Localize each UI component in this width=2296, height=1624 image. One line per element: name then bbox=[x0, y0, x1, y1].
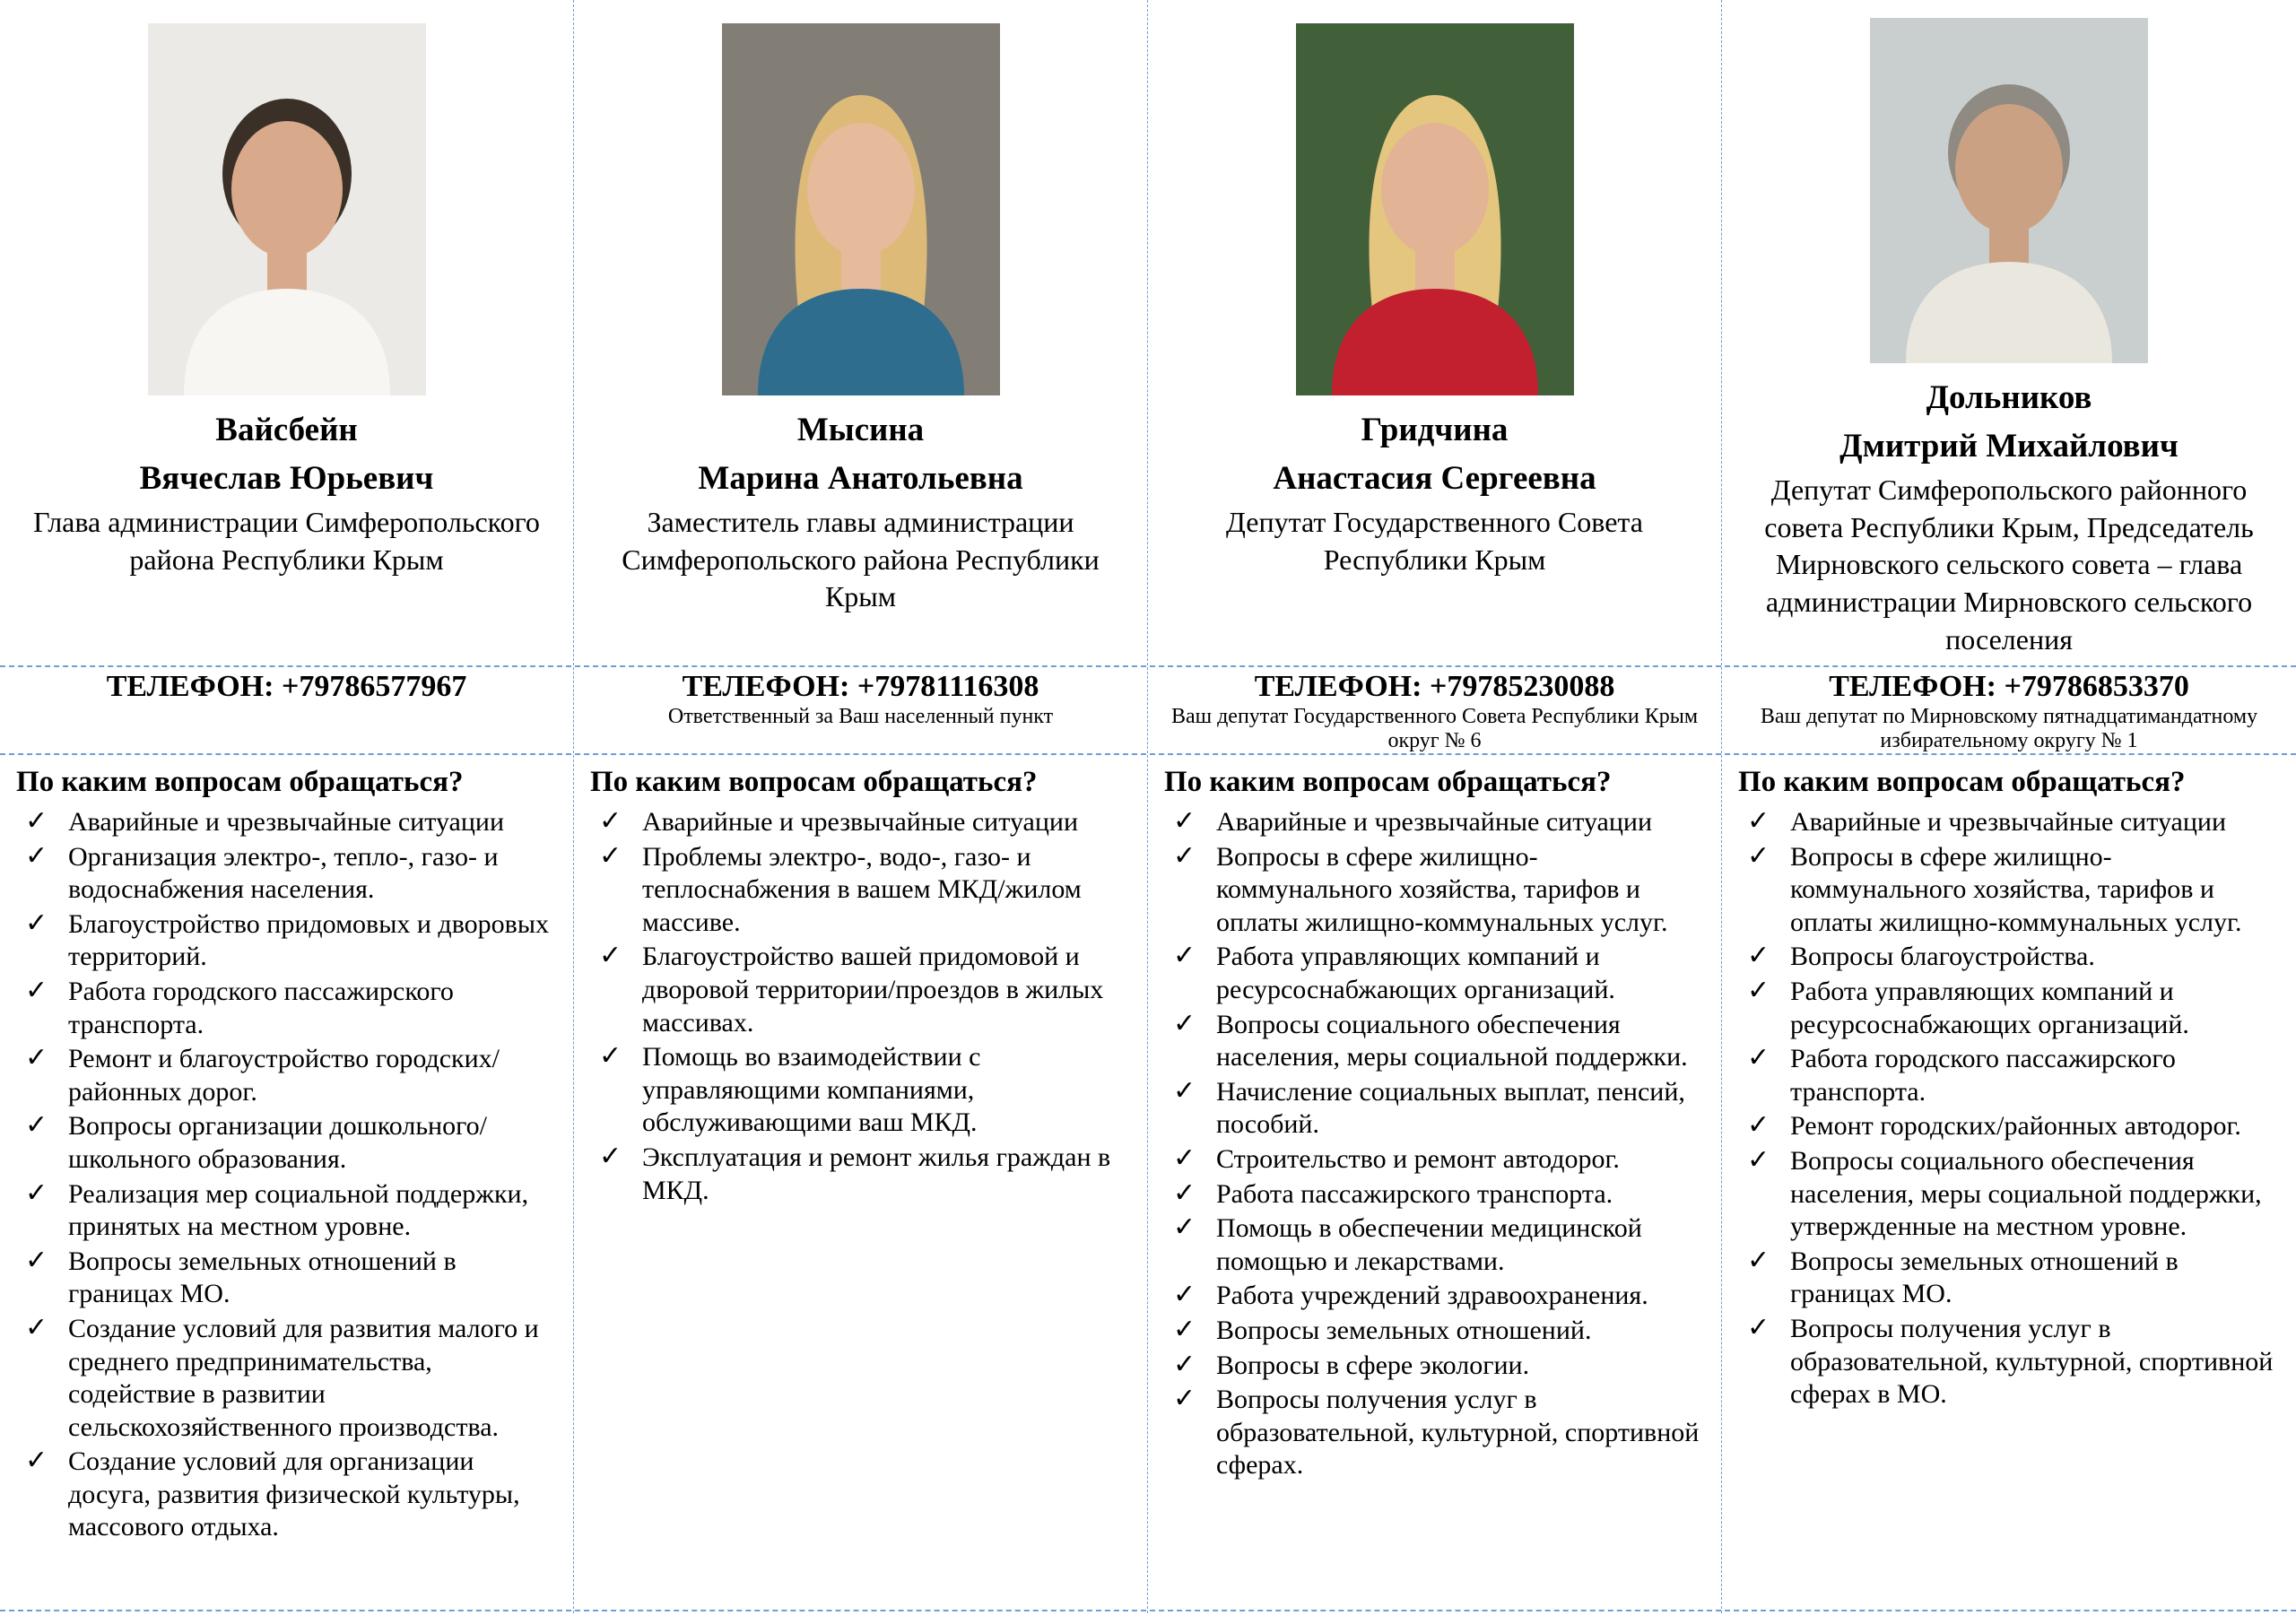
issue-text: Работа городского пассажирского транспорта. bbox=[68, 976, 454, 1039]
phone-number: ТЕЛЕФОН: +79786853370 bbox=[1829, 670, 2189, 703]
phone-note: Ваш депутат по Мирновскому пятнадцатимандатному избирательному округу № 1 bbox=[1760, 705, 2258, 752]
issue-item bbox=[1164, 806, 1705, 839]
checkmark-icon: ✓ bbox=[1173, 1007, 1196, 1039]
issue-item bbox=[1164, 941, 1705, 1006]
issue-text: Ремонт и благоустройство городских/районных дорог. bbox=[68, 1044, 500, 1107]
issue-text: Работа управляющих компаний и ресурсоснабжающих организаций. bbox=[1216, 942, 1615, 1004]
column-3-phone bbox=[1148, 667, 1722, 753]
issue-text: Вопросы получения услуг в образовательной, культурной, спортивной сферах в МО. bbox=[1790, 1313, 2274, 1410]
issue-text: Вопросы в сфере жилищно-коммунального хозяйства, тарифов и оплаты жилищно-коммунальных услуг. bbox=[1216, 841, 1668, 937]
issues-heading: По каким вопросам обращаться? bbox=[16, 766, 464, 798]
column-3-issues bbox=[1148, 755, 1722, 1613]
issue-item bbox=[1738, 1313, 2280, 1411]
issue-text: Вопросы социального обеспечения населения, меры социальной поддержки. bbox=[1216, 1009, 1688, 1073]
issue-text: Работа учреждений здравоохранения. bbox=[1216, 1281, 1648, 1311]
phone-number: ТЕЛЕФОН: +79785230088 bbox=[1254, 670, 1615, 703]
issue-text: Аварийные и чрезвычайные ситуации bbox=[1216, 807, 1653, 837]
issue-text: Реализация мер социальной поддержки, принятых на местном уровне. bbox=[68, 1178, 529, 1242]
portrait-man-photo bbox=[148, 23, 426, 395]
issue-item bbox=[16, 1446, 557, 1544]
checkmark-icon: ✓ bbox=[25, 1042, 48, 1074]
issue-text: Вопросы земельных отношений в границах МО. bbox=[68, 1246, 457, 1309]
checkmark-icon: ✓ bbox=[1173, 1211, 1196, 1244]
issue-item bbox=[16, 1313, 557, 1444]
issue-item bbox=[1164, 1315, 1705, 1348]
issue-item bbox=[1164, 1280, 1705, 1313]
checkmark-icon: ✓ bbox=[25, 1177, 48, 1209]
issue-text: Помощь во взаимодействии с управляющими компаниями, обслуживающими ваш МКД. bbox=[642, 1042, 981, 1138]
issue-text: Аварийные и чрезвычайные ситуации bbox=[68, 807, 505, 837]
issue-text: Строительство и ремонт автодорог. bbox=[1216, 1143, 1620, 1174]
checkmark-icon: ✓ bbox=[599, 1140, 622, 1172]
issue-item bbox=[1738, 1145, 2280, 1244]
issue-text: Проблемы электро-, водо-, газо- и теплоснабжения в вашем МКД/жилом массиве. bbox=[642, 841, 1082, 937]
person-title: Заместитель главы администрации Симферопольского района Республики Крым bbox=[622, 506, 1100, 613]
checkmark-icon: ✓ bbox=[1747, 1311, 1770, 1343]
person-surname: Вайсбейн bbox=[215, 412, 358, 448]
issue-item bbox=[1164, 1178, 1705, 1211]
checkmark-icon: ✓ bbox=[1173, 1279, 1196, 1311]
issue-item bbox=[590, 806, 1131, 839]
column-1-issues bbox=[0, 755, 574, 1613]
issue-text: Начисление социальных выплат, пенсий, пособий. bbox=[1216, 1076, 1685, 1140]
column-1-phone bbox=[0, 667, 574, 753]
person-given-names: Марина Анатольевна bbox=[698, 459, 1023, 497]
issue-text: Работа пассажирского транспорта. bbox=[1216, 1178, 1613, 1209]
portrait-man-photo bbox=[1870, 18, 2148, 363]
checkmark-icon: ✓ bbox=[1747, 1109, 1770, 1142]
issue-text: Ремонт городских/районных автодорог. bbox=[1790, 1111, 2241, 1142]
bottom-divider bbox=[0, 1610, 2296, 1611]
issue-item bbox=[1738, 976, 2280, 1041]
issue-item bbox=[16, 976, 557, 1041]
issue-item bbox=[590, 1041, 1131, 1140]
issues-list bbox=[1738, 806, 2280, 1411]
person-given-names: Вячеслав Юрьевич bbox=[139, 459, 434, 497]
checkmark-icon: ✓ bbox=[25, 1445, 48, 1477]
checkmark-icon: ✓ bbox=[25, 805, 48, 837]
issue-text: Вопросы земельных отношений в границах МО. bbox=[1790, 1246, 2179, 1309]
issue-text: Вопросы благоустройства. bbox=[1790, 942, 2095, 972]
issue-text: Работа управляющих компаний и ресурсоснабжающих организаций. bbox=[1790, 976, 2189, 1039]
issue-item bbox=[16, 1246, 557, 1311]
issue-item bbox=[1164, 841, 1705, 940]
issue-item bbox=[590, 941, 1131, 1039]
issues-heading: По каким вопросам обращаться? bbox=[1738, 766, 2186, 798]
person-name bbox=[1839, 374, 2179, 470]
issue-item bbox=[1164, 1384, 1705, 1482]
column-4-issues bbox=[1722, 755, 2296, 1613]
person-name bbox=[140, 406, 434, 502]
person-name bbox=[1273, 406, 1596, 502]
checkmark-icon: ✓ bbox=[25, 1244, 48, 1276]
issue-item bbox=[1738, 1043, 2280, 1108]
issue-text: Эксплуатация и ремонт жилья граждан в МКД. bbox=[642, 1142, 1111, 1205]
checkmark-icon: ✓ bbox=[1173, 1074, 1196, 1107]
issue-item bbox=[16, 1178, 557, 1244]
issue-item bbox=[590, 1142, 1131, 1207]
portrait-woman-photo bbox=[1296, 23, 1574, 395]
checkmark-icon: ✓ bbox=[25, 907, 48, 939]
person-given-names: Анастасия Сергеевна bbox=[1273, 459, 1596, 497]
column-4-top bbox=[1722, 0, 2296, 665]
person-title: Глава администрации Симферопольского района Республики Крым bbox=[33, 506, 540, 576]
portrait-woman-photo bbox=[722, 23, 1000, 395]
issue-item bbox=[16, 1043, 557, 1108]
top-section bbox=[0, 0, 2296, 665]
checkmark-icon: ✓ bbox=[599, 839, 622, 872]
issue-text: Аварийные и чрезвычайные ситуации bbox=[1790, 807, 2227, 837]
checkmark-icon: ✓ bbox=[1747, 839, 1770, 872]
checkmark-icon: ✓ bbox=[1747, 1244, 1770, 1276]
issue-text: Вопросы социального обеспечения населения, меры социальной поддержки, утвержденные на местном уровне. bbox=[1790, 1145, 2262, 1242]
person-name bbox=[698, 406, 1022, 502]
person-surname: Гридчина bbox=[1361, 412, 1509, 448]
checkmark-icon: ✓ bbox=[25, 839, 48, 872]
checkmark-icon: ✓ bbox=[1747, 1042, 1770, 1074]
checkmark-icon: ✓ bbox=[1173, 1313, 1196, 1345]
person-title: Депутат Государственного Совета Республики Крым bbox=[1226, 506, 1643, 576]
checkmark-icon: ✓ bbox=[599, 805, 622, 837]
person-surname: Дольников bbox=[1926, 379, 2092, 416]
checkmark-icon: ✓ bbox=[599, 940, 622, 972]
issue-item bbox=[590, 841, 1131, 940]
phone-number: ТЕЛЕФОН: +79786577967 bbox=[106, 670, 467, 703]
checkmark-icon: ✓ bbox=[1173, 940, 1196, 972]
person-surname: Мысина bbox=[796, 412, 925, 448]
column-2-issues bbox=[574, 755, 1148, 1613]
checkmark-icon: ✓ bbox=[1173, 1142, 1196, 1174]
person-title: Депутат Симферопольского районного совета Республики Крым, Председатель Мирновского сельского совета – глава администрации Мирновского сельского поселения bbox=[1764, 473, 2254, 656]
issue-text: Вопросы в сфере экологии. bbox=[1216, 1350, 1530, 1380]
issue-text: Аварийные и чрезвычайные ситуации bbox=[642, 807, 1079, 837]
issue-item bbox=[1164, 1076, 1705, 1142]
checkmark-icon: ✓ bbox=[25, 974, 48, 1006]
column-1-top bbox=[0, 0, 574, 665]
phone-band bbox=[0, 665, 2296, 755]
issue-item bbox=[1738, 841, 2280, 940]
issue-text: Вопросы организации дошкольного/школьного образования. bbox=[68, 1111, 487, 1174]
issue-item bbox=[16, 908, 557, 974]
checkmark-icon: ✓ bbox=[1173, 805, 1196, 837]
checkmark-icon: ✓ bbox=[599, 1040, 622, 1073]
issue-text: Вопросы в сфере жилищно-коммунального хозяйства, тарифов и оплаты жилищно-коммунальных услуг. bbox=[1790, 841, 2242, 937]
issues-list bbox=[1164, 806, 1705, 1482]
person-given-names: Дмитрий Михайлович bbox=[1839, 427, 2179, 465]
column-2-top bbox=[574, 0, 1148, 665]
phone-note: Ответственный за Ваш населенный пункт bbox=[667, 705, 1054, 729]
issue-item bbox=[1164, 1143, 1705, 1177]
issue-item bbox=[1738, 806, 2280, 839]
checkmark-icon: ✓ bbox=[1173, 1177, 1196, 1209]
issue-item bbox=[16, 806, 557, 839]
issues-section bbox=[0, 755, 2296, 1613]
column-3-top bbox=[1148, 0, 1722, 665]
checkmark-icon: ✓ bbox=[1747, 974, 1770, 1006]
issue-text: Создание условий для развития малого и среднего предпринимательства, содействие в развитии сельскохозяйственного производства. bbox=[68, 1313, 539, 1442]
issue-text: Работа городского пассажирского транспорта. bbox=[1790, 1044, 2176, 1107]
issues-list bbox=[16, 806, 557, 1544]
issue-item bbox=[1164, 1350, 1705, 1383]
issues-heading: По каким вопросам обращаться? bbox=[590, 766, 1038, 798]
issues-heading: По каким вопросам обращаться? bbox=[1164, 766, 1612, 798]
issue-item bbox=[1738, 1110, 2280, 1143]
issues-list bbox=[590, 806, 1131, 1207]
issue-item bbox=[1164, 1009, 1705, 1074]
column-2-phone bbox=[574, 667, 1148, 753]
checkmark-icon: ✓ bbox=[25, 1109, 48, 1142]
checkmark-icon: ✓ bbox=[1747, 805, 1770, 837]
column-4-phone bbox=[1722, 667, 2296, 753]
checkmark-icon: ✓ bbox=[1173, 1348, 1196, 1380]
checkmark-icon: ✓ bbox=[1747, 940, 1770, 972]
issue-item bbox=[16, 841, 557, 907]
issue-item bbox=[1164, 1212, 1705, 1278]
phone-number: ТЕЛЕФОН: +79781116308 bbox=[682, 670, 1039, 703]
issue-text: Благоустройство вашей придомовой и дворовой территории/проездов в жилых массивах. bbox=[642, 942, 1104, 1038]
issue-text: Благоустройство придомовых и дворовых территорий. bbox=[68, 908, 549, 972]
issue-text: Вопросы земельных отношений. bbox=[1216, 1315, 1592, 1345]
checkmark-icon: ✓ bbox=[1173, 1383, 1196, 1415]
issue-text: Создание условий для организации досуга, развития физической культуры, массового отдыха. bbox=[68, 1446, 520, 1542]
issue-text: Помощь в обеспечении медицинской помощью и лекарствами. bbox=[1216, 1213, 1642, 1276]
checkmark-icon: ✓ bbox=[1747, 1143, 1770, 1176]
issue-item bbox=[16, 1110, 557, 1176]
issue-item bbox=[1738, 1246, 2280, 1311]
issue-item bbox=[1738, 941, 2280, 974]
checkmark-icon: ✓ bbox=[25, 1311, 48, 1343]
phone-note: Ваш депутат Государственного Совета Республики Крым округ № 6 bbox=[1170, 705, 1699, 752]
issue-text: Вопросы получения услуг в образовательной, культурной, спортивной сферах. bbox=[1216, 1385, 1700, 1481]
issue-text: Организация электро-, тепло-, газо- и водоснабжения населения. bbox=[68, 841, 499, 905]
checkmark-icon: ✓ bbox=[1173, 839, 1196, 872]
